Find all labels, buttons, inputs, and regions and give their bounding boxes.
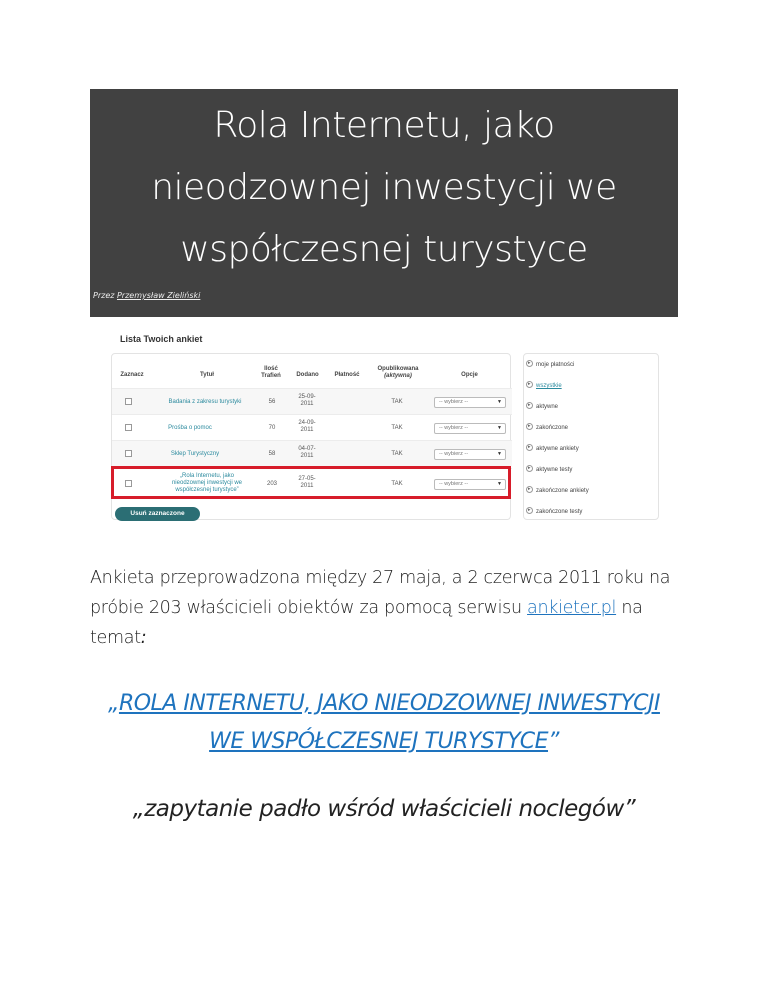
- sidebar-item-label: zakończone testy: [536, 509, 583, 515]
- table-row: [112, 440, 512, 466]
- header-dodano: Dodano: [296, 372, 319, 378]
- row-checkbox[interactable]: [125, 424, 132, 431]
- para-text: Ankieta przeprowadzona między 27 maja, a 2 czerwca 2011 roku na próbie 203 właścicieli obiektów za pomocą serwisu: [90, 568, 671, 618]
- published-value: TAK: [391, 451, 403, 457]
- table-row: [112, 414, 512, 440]
- byline: [93, 291, 200, 300]
- survey-table: [111, 353, 511, 520]
- hero-banner: [90, 89, 678, 317]
- date-line: 04-07-: [298, 446, 316, 452]
- title-line: nieodzownej inwestycji we: [171, 480, 243, 486]
- quote-open: „: [108, 691, 119, 716]
- sidebar-item[interactable]: [526, 486, 589, 494]
- options-select[interactable]: [434, 479, 506, 490]
- header-tytul: Tytuł: [200, 372, 214, 378]
- survey-topic-link[interactable]: ROLA INTERNETU, JAKO NIEODZOWNEJ INWESTYCJI WE WSPÓŁCZESNEJ TURYSTYCE: [118, 691, 660, 754]
- dropdown-arrow-icon: ▼: [497, 451, 502, 457]
- header-opublikowana-line: Opublikowana: [377, 366, 419, 372]
- select-value: -- wybierz --: [439, 425, 469, 431]
- header-platnosc: Płatność: [334, 372, 360, 378]
- sidebar-item-label: moje płatności: [536, 362, 575, 368]
- quote-close: ”: [548, 729, 559, 754]
- survey-list-screenshot: [111, 325, 661, 525]
- title-line: „Rola Internetu, jako: [179, 473, 235, 479]
- date-value: [292, 420, 322, 434]
- header-ilosc: [255, 366, 287, 380]
- date-line: 2011: [300, 483, 314, 489]
- select-value: -- wybierz --: [439, 481, 469, 487]
- para-text: na temat: [90, 598, 643, 648]
- date-line: 25-09-: [298, 394, 316, 400]
- sidebar-item[interactable]: [526, 402, 558, 410]
- respondents-quote: „zapytanie padło wśród właścicieli noclegów”: [132, 796, 636, 822]
- date-value: [292, 476, 322, 490]
- date-value: [292, 394, 322, 408]
- select-value: -- wybierz --: [439, 399, 469, 405]
- sidebar-item-label: wszystkie: [536, 383, 562, 389]
- header-opcje: Opcje: [461, 372, 478, 378]
- dropdown-arrow-icon: ▼: [497, 481, 502, 487]
- sidebar-item[interactable]: [526, 360, 574, 368]
- arrow-circle-icon: [526, 402, 533, 409]
- header-ilosc-line: Ilość: [264, 366, 278, 372]
- options-select[interactable]: [434, 397, 506, 408]
- arrow-circle-icon: [526, 465, 533, 472]
- date-line: 2011: [300, 401, 314, 407]
- date-line: 24-09-: [298, 420, 316, 426]
- author-link[interactable]: Przemysław Zieliński: [116, 291, 201, 300]
- para-colon: :: [140, 628, 147, 648]
- sidebar-item[interactable]: [526, 507, 582, 515]
- survey-list-title: Lista Twoich ankiet: [120, 334, 203, 344]
- date-line: 2011: [300, 427, 314, 433]
- published-value: TAK: [391, 399, 403, 405]
- published-value: TAK: [391, 425, 403, 431]
- header-opublikowana-line: (aktywna): [384, 373, 412, 379]
- hits-value: 58: [268, 451, 276, 457]
- survey-title-link[interactable]: [157, 473, 257, 494]
- header-zaznacz: Zaznacz: [120, 372, 144, 378]
- date-line: 27-05-: [298, 476, 316, 482]
- arrow-circle-icon: [526, 423, 533, 430]
- hits-value: 70: [268, 425, 276, 431]
- title-line: współczesnej turystyce: [180, 229, 588, 270]
- filter-sidebar: [523, 353, 659, 520]
- intro-paragraph: [90, 563, 690, 653]
- dropdown-arrow-icon: ▼: [497, 425, 502, 431]
- arrow-circle-icon: [526, 444, 533, 451]
- sidebar-item-label: aktywne ankiety: [536, 446, 579, 452]
- arrow-circle-icon: [526, 360, 533, 367]
- delete-selected-button[interactable]: Usuń zaznaczone: [115, 507, 200, 521]
- sidebar-item-label: zakończone ankiety: [536, 488, 589, 494]
- survey-title-link[interactable]: Badania z zakresu turystyki: [168, 399, 242, 405]
- table-row: [112, 388, 512, 414]
- row-checkbox[interactable]: [125, 480, 132, 487]
- sidebar-item-label: aktywne: [536, 404, 559, 410]
- survey-topic-quote: [90, 685, 678, 761]
- row-checkbox[interactable]: [125, 398, 132, 405]
- hits-value: 56: [268, 399, 276, 405]
- ankieter-link[interactable]: ankieter.pl: [527, 598, 617, 618]
- sidebar-item-label: aktywne testy: [536, 467, 573, 473]
- sidebar-item[interactable]: [526, 444, 579, 452]
- row-checkbox[interactable]: [125, 450, 132, 457]
- arrow-circle-icon: [526, 486, 533, 493]
- table-row-highlighted: [112, 468, 512, 498]
- page-title: [90, 95, 678, 281]
- sidebar-item-label: zakończone: [536, 425, 569, 431]
- published-value: TAK: [391, 481, 403, 487]
- sidebar-item[interactable]: [526, 423, 568, 431]
- select-value: -- wybierz --: [439, 451, 469, 457]
- title-line: Rola Internetu, jako: [213, 105, 555, 146]
- options-select[interactable]: [434, 449, 506, 460]
- survey-title-link[interactable]: Prośba o pomoc: [168, 425, 212, 431]
- header-ilosc-line: Trafień: [261, 373, 281, 379]
- date-line: 2011: [300, 453, 314, 459]
- byline-prefix: Przez: [93, 291, 115, 300]
- dropdown-arrow-icon: ▼: [497, 399, 502, 405]
- arrow-circle-icon: [526, 381, 533, 388]
- sidebar-item[interactable]: [526, 465, 572, 473]
- header-opublikowana: [367, 366, 429, 380]
- title-line: współczesnej turystyce”: [175, 487, 239, 493]
- survey-title-link[interactable]: Sklep Turystyczny: [170, 451, 220, 457]
- hits-value: 203: [266, 481, 277, 487]
- date-value: [292, 446, 322, 460]
- arrow-circle-icon: [526, 507, 533, 514]
- title-line: nieodzownej inwestycji we: [151, 167, 617, 208]
- sidebar-item[interactable]: [526, 381, 562, 389]
- options-select[interactable]: [434, 423, 506, 434]
